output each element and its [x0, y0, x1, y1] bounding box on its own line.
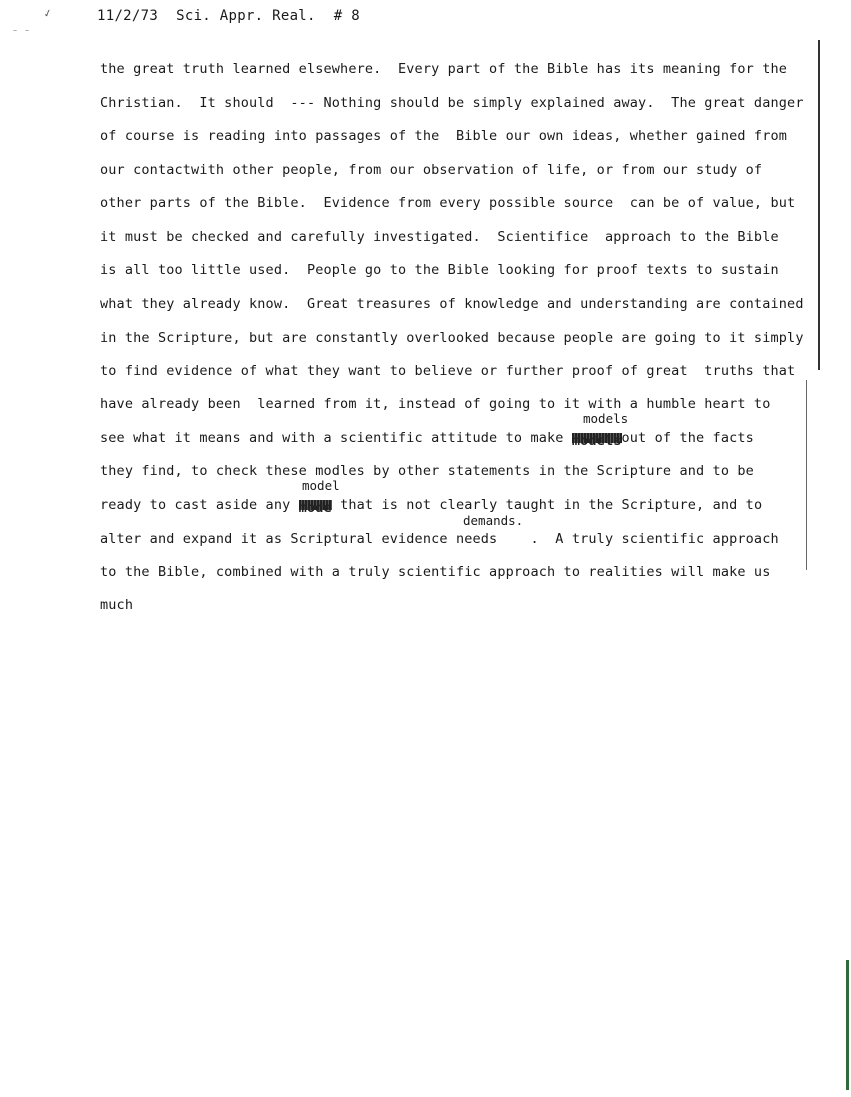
text-line: Christian. It should --- Nothing should be simply explained away. The great danger	[100, 95, 804, 111]
text-line: alter and expand it as Scriptural evidence needs . A truly scientific approach	[100, 531, 779, 547]
interlinear-insert: demands.	[463, 513, 524, 528]
text-line: much	[100, 597, 134, 613]
header-page-number: # 8	[333, 8, 360, 24]
text-line: have already been learned from it, instead of going to it with a humble heart to	[100, 396, 771, 412]
struck-out-word: models	[571, 433, 622, 449]
header-title: Sci. Appr. Real.	[176, 8, 316, 24]
text-line: of course is reading into passages of the Bible our own ideas, whether gained from	[100, 128, 788, 144]
text-segment: out of the facts	[621, 430, 754, 446]
pencil-dash-mark: ⁻ ⁻	[12, 28, 31, 39]
text-line	[100, 497, 763, 516]
text-line: our contactwith other people, from our observation of life, or from our study of	[100, 162, 763, 178]
header-date: 11/2/73	[97, 8, 159, 24]
pencil-tick-mark: ✓	[42, 5, 53, 21]
text-line: they find, to check these modles by other statements in the Scripture and to be	[100, 463, 754, 479]
interlinear-insert: models	[583, 411, 629, 426]
text-segment: see what it means and with a scientific attitude to make	[100, 430, 572, 446]
text-segment: ready to cast aside any	[100, 497, 299, 513]
text-line: in the Scripture, but are constantly overlooked because people are going to it simply	[100, 330, 804, 346]
interlinear-insert: model	[302, 478, 340, 493]
text-line: to find evidence of what they want to believe or further proof of great truths that	[100, 363, 796, 379]
text-line: the great truth learned elsewhere. Every part of the Bible has its meaning for the	[100, 61, 788, 77]
page-header	[97, 8, 378, 24]
margin-rule-line	[806, 380, 807, 570]
page-edge-shadow	[846, 960, 849, 1090]
text-line: it must be checked and carefully investigated. Scientifice approach to the Bible	[100, 229, 779, 245]
struck-out-word: mode	[298, 500, 332, 516]
text-line	[100, 430, 754, 449]
margin-rule-line	[818, 40, 820, 370]
text-line: is all too little used. People go to the Bible looking for proof texts to sustain	[100, 262, 779, 278]
text-segment: that is not clearly taught in the Scripture, and to	[331, 497, 763, 513]
text-line: to the Bible, combined with a truly scientific approach to realities will make us	[100, 564, 771, 580]
text-line: other parts of the Bible. Evidence from every possible source can be of value, but	[100, 195, 796, 211]
text-line: what they already know. Great treasures of knowledge and understanding are contained	[100, 296, 804, 312]
